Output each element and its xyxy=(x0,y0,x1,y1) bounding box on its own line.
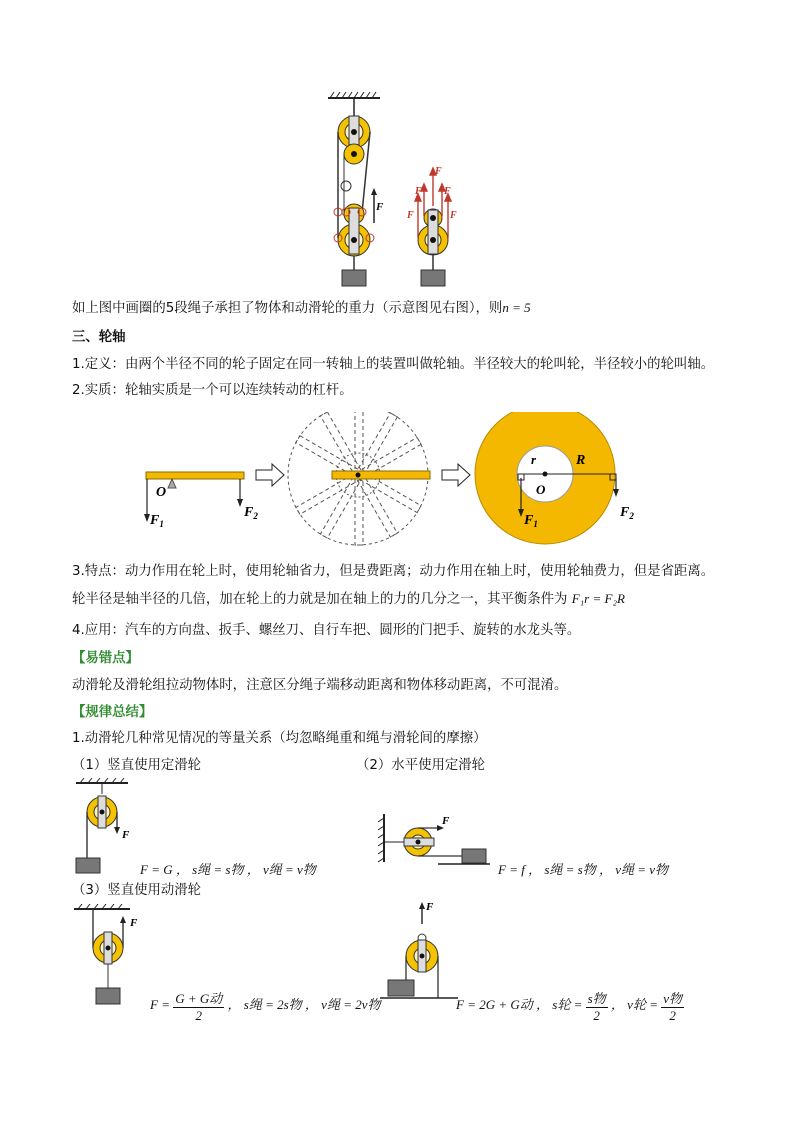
v-wheel-text: ， v轮 = xyxy=(610,996,658,1012)
svg-text:F: F xyxy=(435,166,442,177)
case2-formula: F = f ， s绳 = s物 ， v绳 = v物 xyxy=(498,862,669,877)
case3-fraction xyxy=(173,988,224,1024)
axle-radius-label: r xyxy=(531,452,537,467)
case2-title: （2）水平使用定滑轮 xyxy=(356,758,486,773)
wheel-axle-figure xyxy=(140,412,670,560)
mistakes-text: 动滑轮及滑轮组拉动物体时，注意区分绳子端移动距离和物体移动距离，不可混淆。 xyxy=(72,678,568,693)
case2-horizontal-pulley-figure xyxy=(378,812,490,874)
section-heading-wheel-axle: 三、轮轴 xyxy=(72,330,126,345)
feature-text-line1: 3.特点：动力作用在轮上时，使用轮轴省力，但是费距离；动力作用在轴上时，使用轮轴费力，但是省距离。 xyxy=(72,564,715,579)
v-wheel-fraction xyxy=(661,988,684,1024)
case1-fixed-pulley-figure xyxy=(72,778,142,874)
case3-formula-left-rest: ， s绳 = 2s物 ， v绳 = 2v物 xyxy=(227,996,381,1012)
case1-formula: F = G ， s绳 = s物 ， v绳 = v物 xyxy=(140,862,316,877)
wheel-radius-label: R xyxy=(576,453,586,468)
svg-text:F2: $F_2$ xyxy=(620,505,634,521)
fraction-denominator: 2 xyxy=(195,1008,202,1023)
pulley-block-figure xyxy=(318,88,478,288)
n-formula: n = 5 xyxy=(502,300,531,315)
s-wheel-fraction xyxy=(586,988,608,1024)
force-label: F xyxy=(376,201,384,213)
feature-text-line2 xyxy=(72,590,625,609)
case3-formula-left: F = $\frac{\text{G + G动}}{2}$ ， s绳 = 2s物 ， v绳 = 2v物 xyxy=(150,988,381,1024)
mistakes-heading: 【易错点】 xyxy=(72,651,139,666)
case1-title: （1）竖直使用定滑轮 xyxy=(72,758,202,773)
n-explanation-text: 如上图中画圈的5段绳子承担了物体和动滑轮的重力（示意图见右图），则 xyxy=(72,301,503,316)
balance-formula: F₁r = F₂R xyxy=(571,591,625,606)
svg-text:F1: $F_1$ xyxy=(150,513,164,529)
svg-text:F: F xyxy=(415,186,422,197)
svg-text:F: F xyxy=(442,815,450,827)
case3-movable-pulley-figure xyxy=(72,904,152,1010)
svg-text:F: F xyxy=(130,917,138,929)
summary-heading: 【规律总结】 xyxy=(72,705,153,720)
svg-text:F: F xyxy=(450,210,457,221)
s-fraction-denominator: 2 xyxy=(593,1008,600,1023)
svg-text:F: F xyxy=(407,210,414,221)
case3-reversed-pulley-figure xyxy=(380,898,460,1008)
n-explanation xyxy=(72,299,531,318)
fraction-numerator: G + G动 xyxy=(173,988,224,1008)
case3-formula-right xyxy=(456,988,684,1024)
v-fraction-denominator: 2 xyxy=(669,1008,676,1023)
essence-text: 2.实质：轮轴实质是一个可以连续转动的杠杆。 xyxy=(72,383,353,398)
definition-text: 1.定义：由两个半径不同的轮子固定在同一转轴上的装置叫做轮轴。半径较大的轮叫轮，半径较小的轮叫轴。 xyxy=(72,357,715,372)
summary-intro: 1.动滑轮几种常见情况的等量关系（均忽略绳重和绳与滑轮间的摩擦） xyxy=(72,731,487,746)
pivot-O-label: O xyxy=(156,485,167,500)
svg-text:F2: $F_2$ xyxy=(244,505,258,521)
svg-text:F: F xyxy=(426,901,434,913)
svg-text:F: F xyxy=(122,829,130,841)
svg-text:O: O xyxy=(536,482,546,497)
application-text: 4.应用：汽车的方向盘、扳手、螺丝刀、自行车把、圆形的门把手、旋转的水龙头等。 xyxy=(72,623,581,638)
s-fraction-numerator: s物 xyxy=(586,988,608,1008)
feature-text-line2-content: 轮半径是轴半径的几倍，加在轮上的力就是加在轴上的力的几分之一，其平衡条件为 xyxy=(72,592,568,607)
v-fraction-numerator: v物 xyxy=(661,988,684,1008)
svg-text:F: F xyxy=(444,186,451,197)
case3-title: （3）竖直使用动滑轮 xyxy=(72,883,202,898)
case3-formula-right-text: F = 2G + G动 ， s轮 = xyxy=(456,996,583,1012)
svg-text:F1: $F_1$ xyxy=(524,513,538,529)
